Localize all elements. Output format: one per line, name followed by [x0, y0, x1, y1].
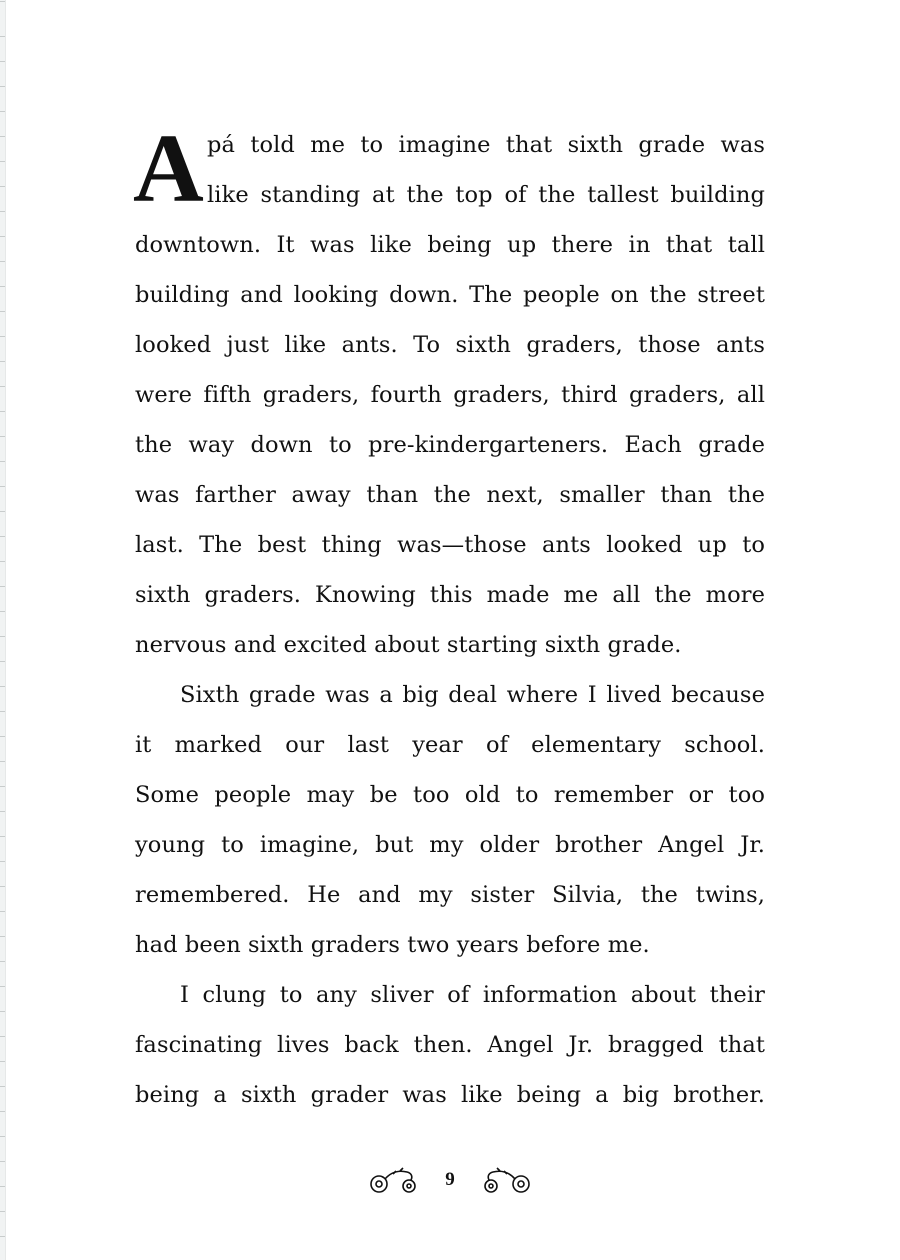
text-line: being a sixth grader was like being a big brother. [135, 1082, 765, 1108]
text-line: remembered. He and my sister Silvia, the twins, [135, 882, 765, 908]
text-line: were fifth graders, fourth graders, third graders, all [135, 382, 765, 408]
page-number: 9 [445, 1169, 455, 1190]
text-line: like standing at the top of the tallest building [207, 182, 765, 208]
page-edge [0, 0, 6, 1260]
floral-vine-right-icon [473, 1166, 531, 1194]
drop-cap: A [133, 115, 204, 223]
text-line: pá told me to imagine that sixth grade was [207, 132, 765, 158]
floral-vine-left-icon [369, 1166, 427, 1194]
text-line: Sixth grade was a big deal where I lived because [180, 682, 765, 708]
text-line: looked just like ants. To sixth graders, those ants [135, 332, 765, 358]
text-line: building and looking down. The people on the street [135, 282, 765, 308]
text-line: young to imagine, but my older brother Angel Jr. [135, 832, 765, 858]
text-line: the way down to pre-kindergarteners. Each grade [135, 432, 765, 458]
text-line: sixth graders. Knowing this made me all the more [135, 582, 765, 608]
text-line: nervous and excited about starting sixth grade. [135, 632, 682, 658]
text-line: was farther away than the next, smaller than the [135, 482, 765, 508]
text-line: it marked our last year of elementary school. [135, 732, 765, 758]
text-line: fascinating lives back then. Angel Jr. bragged that [135, 1032, 765, 1058]
text-line: Some people may be too old to remember or too [135, 782, 765, 808]
page-footer [0, 1163, 900, 1197]
text-line: I clung to any sliver of information about their [180, 982, 765, 1008]
text-line: downtown. It was like being up there in that tall [135, 232, 765, 258]
text-line: last. The best thing was—those ants looked up to [135, 532, 765, 558]
text-line: had been sixth graders two years before me. [135, 932, 650, 958]
